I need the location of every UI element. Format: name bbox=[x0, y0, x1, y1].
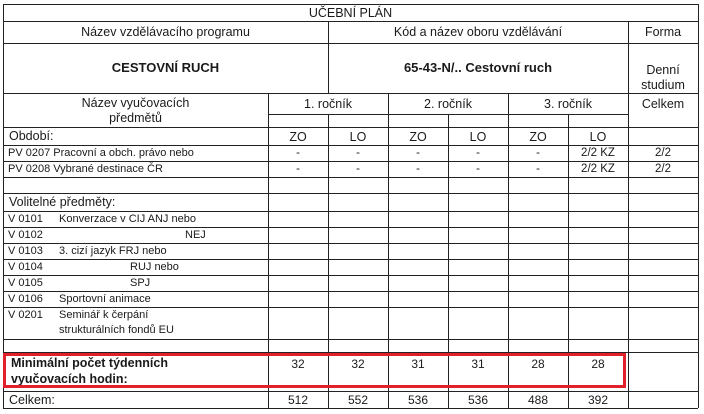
period-cell: ZO bbox=[289, 130, 307, 144]
total-row-label: Celkem: bbox=[9, 393, 55, 407]
hours-cell: - bbox=[296, 147, 300, 159]
elective-text: Konverzace v CIJ ANJ nebo bbox=[59, 213, 196, 225]
hours-cell: - bbox=[536, 163, 540, 175]
period-cell: LO bbox=[469, 130, 487, 144]
min-hours-cell: 31 bbox=[471, 357, 485, 371]
elective-text: NEJ bbox=[185, 229, 206, 241]
total-cell: 2/2 bbox=[655, 147, 671, 159]
elective-code: V 0201 bbox=[8, 309, 43, 321]
elective-text: RUJ nebo bbox=[130, 261, 179, 273]
subject-name: PV 0208 Vybrané destinace ČR bbox=[8, 163, 163, 175]
document-title: UČEBNÍ PLÁN bbox=[308, 6, 393, 20]
total-hours-cell: 512 bbox=[287, 393, 309, 407]
elective-code: V 0104 bbox=[8, 261, 43, 273]
total-hours-cell: 536 bbox=[407, 393, 429, 407]
min-hours-cell: 32 bbox=[351, 357, 365, 371]
elective-code: V 0103 bbox=[8, 245, 43, 257]
subjects-label-line-2: předmětů bbox=[109, 111, 162, 125]
study-form-value-1: Denní bbox=[646, 63, 680, 77]
total-hours-cell: 536 bbox=[467, 393, 489, 407]
program-name: CESTOVNÍ RUCH bbox=[111, 60, 220, 75]
min-hours-label-line-2: vyučovacích hodin: bbox=[11, 372, 128, 386]
period-label: Období: bbox=[9, 129, 54, 143]
highlight-box bbox=[3, 353, 626, 388]
study-form-value-2: studium bbox=[641, 78, 685, 92]
study-form-label: Forma bbox=[644, 25, 682, 39]
period-cell: LO bbox=[349, 130, 367, 144]
total-header: Celkem bbox=[641, 97, 685, 111]
elective-label: Volitelné předměty: bbox=[9, 195, 116, 209]
hours-cell: - bbox=[356, 147, 360, 159]
elective-text: Sportovní animace bbox=[59, 293, 151, 305]
program-name-label: Název vzdělávacího programu bbox=[81, 25, 250, 39]
hours-cell: 2/2 KZ bbox=[581, 147, 615, 159]
subject-name: PV 0207 Pracovní a obch. právo nebo bbox=[8, 147, 194, 159]
elective-text: Seminář k čerpání bbox=[59, 309, 149, 321]
field-code-value: 65-43-N/.. Cestovní ruch bbox=[403, 60, 553, 75]
total-cell: 2/2 bbox=[655, 163, 671, 175]
hours-cell: - bbox=[416, 147, 420, 159]
total-hours-cell: 392 bbox=[587, 393, 609, 407]
min-hours-label-line-1: Minimální počet týdenních bbox=[11, 356, 168, 370]
hours-cell: - bbox=[476, 147, 480, 159]
hours-cell: - bbox=[476, 163, 480, 175]
year-3-header: 3. ročník bbox=[544, 97, 592, 111]
elective-text: SPJ bbox=[130, 277, 151, 289]
elective-code: V 0105 bbox=[8, 277, 43, 289]
year-1-header: 1. ročník bbox=[304, 97, 352, 111]
elective-code: V 0101 bbox=[8, 213, 43, 225]
total-hours-cell: 552 bbox=[347, 393, 369, 407]
period-cell: ZO bbox=[409, 130, 427, 144]
elective-text: 3. cizí jazyk FRJ nebo bbox=[59, 245, 167, 257]
period-cell: ZO bbox=[529, 130, 547, 144]
field-code-label: Kód a název oboru vzdělávání bbox=[393, 25, 563, 39]
min-hours-cell: 28 bbox=[591, 357, 605, 371]
min-hours-cell: 32 bbox=[291, 357, 305, 371]
min-hours-cell: 31 bbox=[411, 357, 425, 371]
elective-text-continuation: strukturálních fondů EU bbox=[59, 324, 174, 336]
min-hours-cell: 28 bbox=[531, 357, 545, 371]
subjects-label-line-1: Název vyučovacích bbox=[81, 96, 190, 110]
hours-cell: - bbox=[296, 163, 300, 175]
hours-cell: - bbox=[416, 163, 420, 175]
hours-cell: 2/2 KZ bbox=[581, 163, 615, 175]
hours-cell: - bbox=[536, 147, 540, 159]
elective-code: V 0106 bbox=[8, 293, 43, 305]
elective-code: V 0102 bbox=[8, 229, 43, 241]
period-cell: LO bbox=[589, 130, 607, 144]
hours-cell: - bbox=[356, 163, 360, 175]
year-2-header: 2. ročník bbox=[424, 97, 472, 111]
total-hours-cell: 488 bbox=[527, 393, 549, 407]
